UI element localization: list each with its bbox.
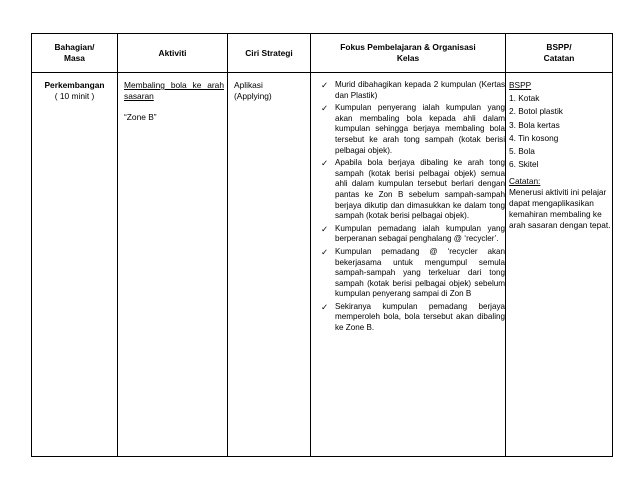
list-item: ✓ Apabila bola berjaya dibaling ke arah tong sampah (kotak berisi pelbagai objek) semua ahli dalam kumpulan tersebut berlari dengan pantas ke Zon B sebelum sampah-sampah berjaya dikutip dan dimasukkan ke dalam tong sampah (kotak berisi pelbagai objek). bbox=[321, 158, 505, 221]
ciri-line2: (Applying) bbox=[234, 90, 272, 101]
column-divider bbox=[310, 34, 311, 456]
ciri-cell bbox=[234, 80, 306, 102]
list-item: ✓ Sekiranya kumpulan pemadang berjaya memperoleh bola, bola tersebut akan dibaling ke Zone B. bbox=[321, 301, 505, 333]
checkmark-icon: ✓ bbox=[321, 223, 329, 234]
catatan-title: Catatan: bbox=[509, 176, 541, 187]
bspp-title: BSPP bbox=[509, 80, 532, 90]
ciri-line1: Aplikasi bbox=[234, 80, 263, 90]
checkmark-icon: ✓ bbox=[321, 301, 329, 312]
checkmark-icon: ✓ bbox=[321, 158, 329, 169]
header-ciri-strategi: Ciri Strategi bbox=[245, 47, 293, 58]
list-item: 5. Bola bbox=[509, 146, 535, 157]
header-fokus: Fokus Pembelajaran & Organisasi Kelas bbox=[340, 42, 476, 63]
list-item: 4. Tin kosong bbox=[509, 132, 559, 143]
aktiviti-cell bbox=[124, 80, 224, 123]
list-item: 3. Bola kertas bbox=[509, 119, 560, 130]
checkmark-icon: ✓ bbox=[321, 246, 329, 257]
list-item: 1. Kotak bbox=[509, 92, 540, 103]
header-divider bbox=[32, 72, 612, 73]
checkmark-icon: ✓ bbox=[321, 103, 329, 114]
header-bahagian: Bahagian/ Masa bbox=[54, 42, 95, 63]
list-item: 2. Botol plastik bbox=[509, 106, 563, 117]
list-item: 6. Skitel bbox=[509, 159, 539, 170]
bspp-cell bbox=[509, 80, 611, 231]
header-aktiviti: Aktiviti bbox=[158, 47, 187, 58]
checkmark-icon: ✓ bbox=[321, 80, 329, 90]
bahagian-time: ( 10 minit ) bbox=[54, 90, 95, 101]
list-item: ✓ Kumpulan penyerang ialah kumpulan yang akan membaling bola kepada ahli dalam kumpulan sehingga berjaya membaling bola tersebut ke arah tong sampah (kotak berisi pelbagai objek). bbox=[321, 103, 505, 155]
list-item: ✓ Kumpulan pemadang @ ‘recycler akan bekerjasama untuk mengumpul semula sampah-sampah yang terkeluar dari tong sampah (kotak berisi pelbagai objek) sebelum kumpulan penyerang sampai di Zon B bbox=[321, 246, 505, 299]
catatan-text: Menerusi aktiviti ini pelajar dapat mengaplikasikan kemahiran membaling ke arah sasaran dengan tepat. bbox=[509, 187, 611, 230]
list-item: ✓ Kumpulan pemadang ialah kumpulan yang berperanan sebagai penghalang @ ‘recycler’. bbox=[321, 223, 505, 244]
column-divider bbox=[117, 34, 118, 456]
aktiviti-main: Membaling bola ke arah sasaran bbox=[124, 80, 224, 101]
bahagian-cell bbox=[32, 80, 117, 102]
column-divider bbox=[227, 34, 228, 456]
fokus-list bbox=[321, 80, 505, 336]
list-item: ✓ Murid dibahagikan kepada 2 kumpulan (Kertas dan Plastik) bbox=[321, 80, 505, 100]
column-divider bbox=[505, 34, 506, 456]
header-bspp: BSPP/ Catatan bbox=[543, 42, 575, 63]
bspp-list bbox=[509, 93, 611, 170]
bahagian-title: Perkembangan bbox=[44, 80, 105, 90]
lesson-plan-table bbox=[31, 33, 613, 457]
aktiviti-zone: “Zone B” bbox=[124, 111, 157, 122]
